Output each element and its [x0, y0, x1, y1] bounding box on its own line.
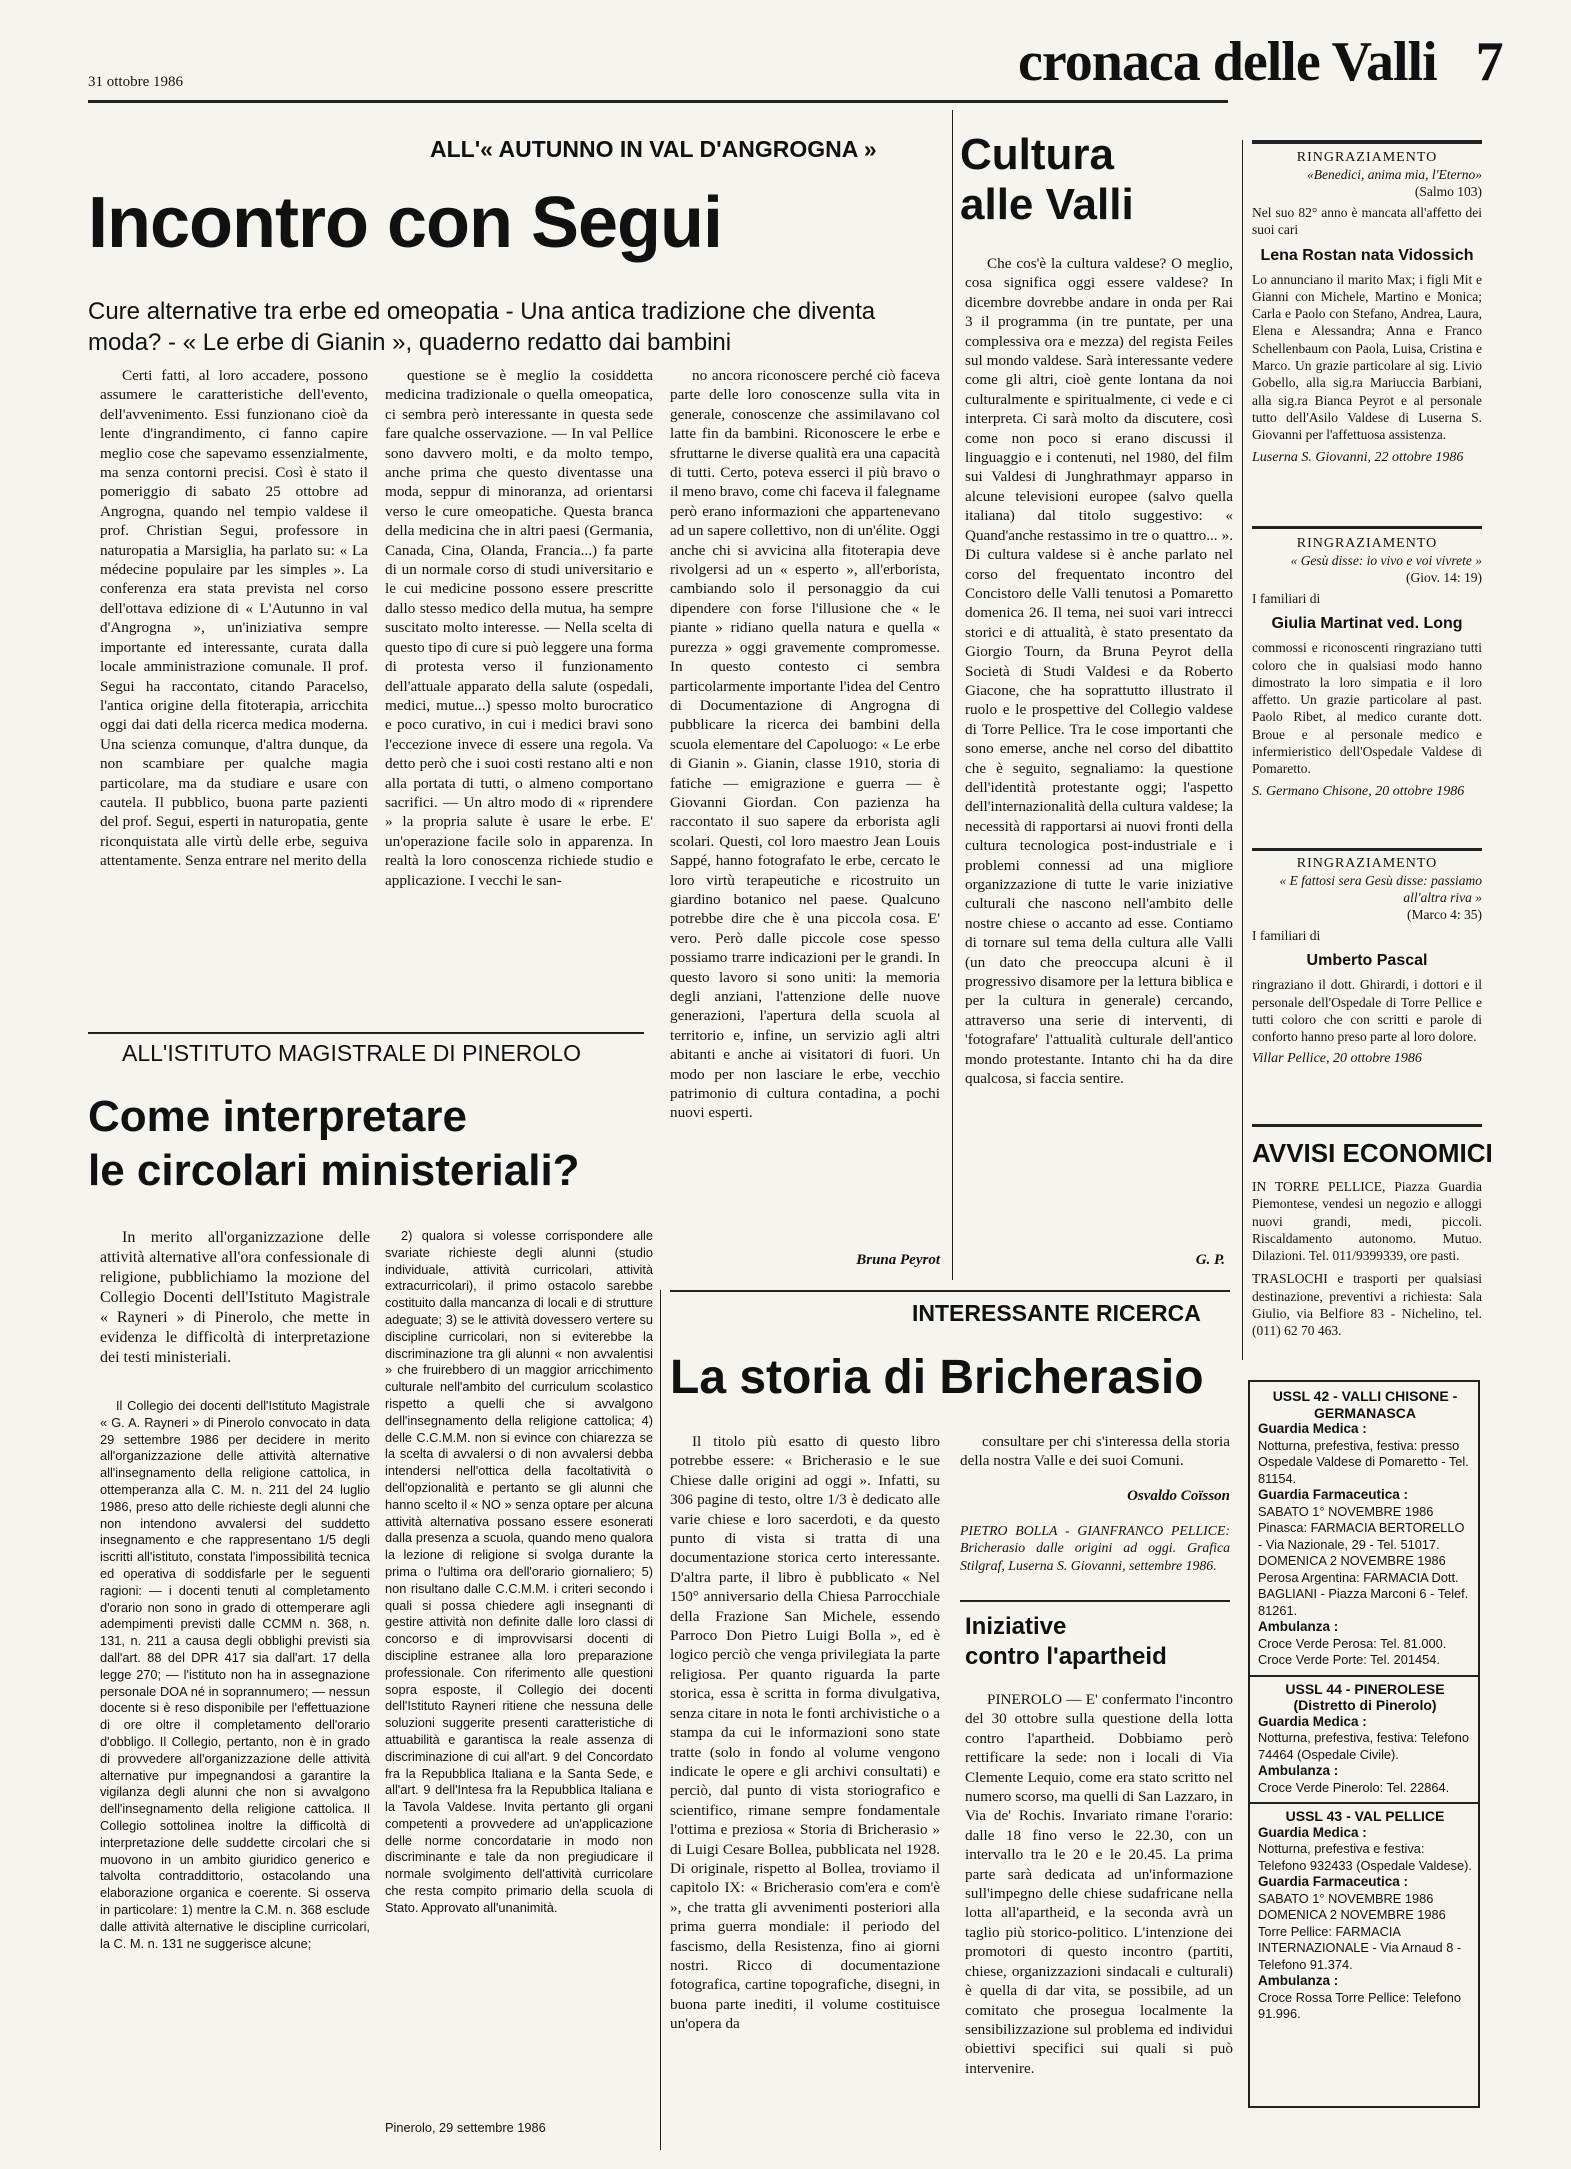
bricherasio-kicker: INTERESSANTE RICERCA [912, 1300, 1201, 1326]
ringraziamento-3 [1252, 856, 1482, 1067]
ringraziamento-1 [1252, 150, 1482, 466]
ringraziamento-ref: (Marco 4: 35) [1407, 907, 1482, 922]
ringraziamento-ref: (Salmo 103) [1414, 184, 1482, 199]
ringraziamento-title: RINGRAZIAMENTO [1296, 150, 1438, 165]
ussl-text: SABATO 1° NOVEMBRE 1986 DOMENICA 2 NOVEMBRE 1986 Torre Pellice: FARMACIA INTERNAZIONALE - Via Arnaud 8 - Telefono 91.374. [1258, 1890, 1462, 1972]
magistrale-title [88, 1090, 580, 1198]
ussl-label: Guardia Medica : [1258, 1421, 1367, 1436]
ringraziamento-quote: «Benedici, anima mia, l'Eterno» [1307, 167, 1482, 182]
ringraziamento-body: commossi e riconoscenti ringraziano tutti coloro che in qualsiasi modo hanno dimostrato la loro simpatia e il loro affetto. Un grazie particolare al past. Paolo Ribet, al medico curante dott. Broue e al personale medico e infermieristico dell'Ospedale Valdese di Pomaretto. [1252, 640, 1482, 777]
avvisi-title: AVVISI ECONOMICI [1252, 1138, 1493, 1168]
deceased-name: Lena Rostan nata Vidossich [1260, 246, 1474, 264]
ussl-heading: USSL 43 - VAL PELLICE [1285, 1808, 1445, 1824]
ussl-heading: USSL 42 - VALLI CHISONE - GERMANASCA [1272, 1388, 1458, 1421]
ussl-label: Ambulanza : [1258, 1763, 1339, 1778]
cultura-title [960, 130, 1134, 230]
bricherasio-column-1: Il titolo più esatto di questo libro potrebbe essere: « Bricherasio e le sue Chiese dalle origini ad oggi ». Infatti, su 306 pagine di testo, oltre 1/3 è dedicato alle varie chiese e loro sacerdoti, e da questo punto di vista si tratta di una documentazione storica certo interessante. D'altra parte, il libro è pubblicato « Nel 150° anniversario della Chiesa Parrocchiale della Frazione San Michele, essendo Parroco Don Pietro Luigi Bolla », ed è logico perciò che venga privilegiata la parte religiosa. Per quanto riguarda la parte storica, essa è scritta in forma divulgativa, senza citare in nota le fonti archivistiche o a stampa da cui le informazioni sono state tratte (solo in fondo al volume vengono indicate le opere e gli archivi consultati) e perciò, dal punto di vista storiografico e scientifico, rimane sempre fondamentale l'ottima e preziosa « Storia di Bricherasio » di Luigi Cesare Bollea, pubblicata nel 1928. Di originale, rispetto al Bollea, troviamo il capitolo IX: « Bricherasio com'era e com'è », che tratta gli avvenimenti posteriori alla prima guerra mondiale: il periodo del fascismo, della Resistenza, fino ai giorni nostri. Ricco di documentazione fotografica, cartine topografiche, disegni, in buona parte inediti, il volume costituisce un'opera da [670, 1433, 940, 2033]
avviso-item: IN TORRE PELLICE, Piazza Guardia Piemontese, vendesi un negozio e alloggi nuovi grandi, medi, piccoli. Riscaldamento autonomo. Mutuo. Dilazioni. Tel. 011/9399339, ore pasti. [1252, 1179, 1482, 1264]
segui-subtitle: Cure alternative tra erbe ed omeopatia - Una antica tradizione che diventa moda? - « Le erbe di Gianin », quaderno redatto dai bambini [88, 298, 876, 356]
ussl-label: Ambulanza : [1258, 1973, 1339, 1988]
ussl-label: Guardia Farmaceutica : [1258, 1874, 1409, 1889]
cultura-body: Che cos'è la cultura valdese? O meglio, cosa significa oggi essere valdese? In dicembre dovrebbe andare in onda per Rai 3 il programma (in tre puntate, per una complessiva ora e mezza) del regista Feiles sul mondo valdese. Sarà interessante vedere come gli altri, cioè gente lontana da noi culturalmente e spiritualmente, ci vede e ci interpreta. Ci sarà molto da discutere, così come non poco si erano discussi il linguaggio e i contenuti, nel 1980, del film sui Valdesi di Junghrathmayr apparso in alcune televisioni europee (salvo quella italiana) dal titolo suggestivo: « Quand'anche restassimo in tre o quattro... ». Di cultura valdese si è anche parlato nel corso del frequentato incontro del Concistoro delle Valli tenutosi a Pomaretto domenica 26. Il tema, nei suoi vari intrecci storici e di attualità, è stato presentato da Giorgio Tourn, da Bruna Peyrot della Società di Studi Valdesi e da Roberto Giacone, che ha soprattutto illustrato il ruolo e le prospettive del Collegio valdese di Torre Pellice. Tra le cose importanti che sono emerse, anche nel corso del dibattito che è seguito, segnaliamo: la questione dell'identità protestante oggi; l'aspetto dell'internazionalità della cultura valdese; la necessità di rapportarsi ai nuovi fronti della cultura tecnologica post-industriale e i problemi connessi ad una migliore organizzazione di tutte le varie iniziative culturali che nascono nell'ambito delle nostre chiese o accanto ad esse. Contiamo di tornare sul tema della cultura alle Valli (un dato che preoccupa alcuni è il progressivo disamore per la lettura biblica e per la cultura in generale) cercando, attraverso una serie di interventi, di 'fotografare' l'attualità culturale dell'antico mondo protestante. Intanto chi ha da dire qualcosa, si faccia sentire. [965, 255, 1233, 1088]
column-rule [1242, 140, 1243, 1360]
magistrale-rule [88, 1032, 644, 1034]
ringraziamento-ref: (Giov. 14: 19) [1406, 570, 1482, 585]
ussl-block [1258, 1681, 1472, 1797]
ussl-box [1248, 1380, 1480, 2108]
segui-column-2: questione se è meglio la cosiddetta medicina tradizionale o quella omeopatica, ci sembra però interessante in questa sede fare qualche osservazione. — In val Pellice sono davvero molti, e da molto tempo, anche prima che questo diventasse una moda, seppur di minoranza, ad orientarsi verso le cure omeopatiche. Questa branca della medicina che in altri paesi (Germania, Canada, Cina, Olanda, Francia...) fa parte di un normale corso di studi universitario e le cui medicine possono essere prescritte dallo stesso medico della mutua, ha sempre suscitato molto interesse. — Nella scelta di questo tipo di cure si può leggere una forma di protesta verso il funzionamento dell'attuale apparato della salute (ospedali, medici, mutue...) spesso molto burocratico e poco curativo, in cui i medici bravi sono l'eccezione invece di essere una regola. Va detto però che i suoi costi restano alti e non alla portata di tutti, o almeno comportano sacrifici. — Un altro modo di « riprendere » la propria salute è usare le erbe. E' un'operazione facile solo in apparenza. In realtà la loro conoscenza richiede studio e applicazione. I vecchi le san- [385, 367, 653, 889]
issue-date: 31 ottobre 1986 [88, 74, 183, 90]
ringraziamento-2 [1252, 536, 1482, 800]
page-number: 7 [1475, 31, 1503, 93]
magistrale-column-1: Il Collegio dei docenti dell'Istituto Magistrale « G. A. Rayneri » di Pinerolo convocato in data 29 settembre 1986 per decidere in merito all'organizzazione delle attività alternative all'insegnamento della religione cattolica, in ottemperanza alla C. M. n. 211 del 24 luglio 1986, preso atto delle richieste degli alunni che non intendono avvalersi del suddetto insegnamento e che rappresentano 1/5 degli iscritti all'istituto, constata l'impossibilità tecnica ed operativa di soddisfarle per le seguenti ragioni: — i docenti tenuti al completamento d'orario non sono in grado di ottemperare agli adempimenti previsti dalle CCMM n. 368, n. 131, n. 211 a causa degli obblighi previsti sia dall'art. 88 del DPR 417 sia dall'art. 17 della legge 270; — l'istituto non ha in assegnazione personale DOA né in soprannumero; — nessun docente si è reso disponibile per l'effettuazione di ore oltre il completamento dell'orario d'obbligo. Il Collegio, pertanto, non è in grado di provvedere all'organizzazione delle attività alternative pur impegnandosi a garantire la vigilanza degli alunni che non si avvalgono dell'insegnamento della religione cattolica. Il Collegio sottolinea inoltre la difficoltà di interpretazione delle suddette circolari che si muovono in un ambito giuridico generico e talvolta contraddittorio, ostacolando una elaborazione organica e coerente. Si osserva in particolare: 1) mentre la C.M. n. 368 esclude dalle attività alternative le discipline curricolari, la C. M. n. 131 ne suggerisce alcune; [100, 1398, 370, 1951]
ussl-text: Notturna, prefestiva, festiva: Telefono 74464 (Ospedale Civile). [1258, 1730, 1470, 1762]
avvisi-rule [1252, 1124, 1482, 1127]
ussl-text: Notturna, prefestiva, festiva: presso Ospedale Valdese di Pomaretto - Tel. 81154. [1258, 1437, 1469, 1486]
cultura-title-line-2: alle Valli [960, 180, 1134, 229]
column-rule [952, 110, 953, 1280]
masthead-title: cronaca delle Valli [1018, 31, 1437, 93]
ussl-text: Notturna, prefestiva e festiva: Telefono 932433 (Ospedale Valdese). [1258, 1841, 1472, 1873]
ringraziamento-title: RINGRAZIAMENTO [1296, 536, 1438, 551]
ringraziamento-body: ringraziano il dott. Ghirardi, i dottori e il personale dell'Ospedale di Torre Pellice e tutti coloro che con scritti e parole di conforto hanno preso parte al loro dolore. [1252, 977, 1482, 1045]
ussl-label: Guardia Medica : [1258, 1824, 1367, 1840]
ussl-block [1258, 1388, 1472, 1669]
ringraziamento-place: S. Germano Chisone, 20 ottobre 1986 [1252, 783, 1465, 799]
apartheid-title [965, 1612, 1167, 1672]
deceased-name: Giulia Martinat ved. Long [1271, 615, 1463, 633]
ussl-text: Croce Rossa Torre Pellice: Telefono 91.996. [1258, 1989, 1461, 2021]
magistrale-title-line-1: Come interpretare [88, 1092, 468, 1141]
ussl-text: Croce Verde Perosa: Tel. 81.000. Croce Verde Porte: Tel. 201454. [1258, 1635, 1447, 1667]
ussl-text: Croce Verde Pinerolo: Tel. 22864. [1258, 1779, 1450, 1795]
ringraziamento-quote: « Gesù disse: io vivo e voi vivrete » [1290, 553, 1482, 568]
rail-rule-3 [1252, 848, 1482, 851]
apartheid-body: PINEROLO — E' confermato l'incontro del 30 ottobre sulla questione della lotta contro l'apartheid. Dobbiamo però rettificare la sede: non i locali di Via Clemente Lequio, come era stato scritto nel numero scorso, ma quelli di San Lazzaro, in Via de' Rochis. Invariato rimane l'orario: dalle 18 fino verso le 22.30, con un intervallo tra le 20 e le 20.45. La prima parte sarà dedicata ad un'informazione sull'impegno delle chiese sudafricane nella lotta all'apartheid, e la seconda avrà un taglio più storico-politico. L'intenzione dei promotori di questo incontro (partiti, chiese, organizzazioni sindacali e culturali) è quella di dar vita, se possibile, ad un comitato che prosegua localmente la sensibilizzazione sul problema ed individui obiettivi specifici sui quali si può intervenire. [965, 1691, 1233, 2077]
deceased-name: Umberto Pascal [1306, 952, 1428, 970]
ringraziamento-title: RINGRAZIAMENTO [1296, 856, 1438, 871]
segui-column-1: Certi fatti, al loro accadere, possono assumere le caratteristiche dell'evento, dell'avvenimento. Essi funzionano cioè da lente d'ingrandimento, ci fanno capire meglio cose che sapevamo essenzialmente, ma senza contorni precisi. Così è stato il pomeriggio di sabato 25 ottobre ad Angrogna, quando nel tempio valdese il prof. Christian Segui, professore in naturopatia a Marsiglia, ha parlato su: « La médecine populaire par les simples ». La conferenza era stata prevista nel corso dell'ottava edizione di « L'Autunno in val d'Angrogna », un'iniziativa sempre importante ed interessante, curata dalla locale amministrazione comunale. Il prof. Segui ha raccontato, citando Paracelso, l'antica origine della fitoterapia, arricchita oggi dai dati della ricerca medica moderna. Una scienza comunque, d'altra dunque, da non scambiare per qualche magia particolare, ma da studiare e usare con cautela. Il pubblico, buona parte pazienti del prof. Segui, esperti in naturopatia, gente riconquistata alle virtù delle erbe, seguiva attentamente. Senza entrare nel merito della [100, 367, 368, 870]
ringraziamento-intro: Nel suo 82° anno è mancata all'affetto dei suoi cari [1252, 205, 1482, 238]
ringraziamento-quote: « E fattosi sera Gesù disse: passiamo all'altra riva » [1279, 873, 1482, 905]
segui-title: Incontro con Segui [88, 183, 723, 263]
ussl-heading: USSL 44 - PINEROLESE (Distretto di Pinerolo) [1285, 1680, 1445, 1713]
bricherasio-biblio: PIETRO BOLLA - GIANFRANCO PELLICE: Bricherasio dalle origini ad oggi. Grafica Stilgraf, Luserna S. Giovanni, settembre 1986. [960, 1523, 1230, 1573]
ussl-text: SABATO 1° NOVEMBRE 1986 Pinasca: FARMACIA BERTORELLO - Via Nazionale, 29 - Tel. 51017. DOMENICA 2 NOVEMBRE 1986 Perosa Argentina: FARMACIA Dott. BAGLIANI - Piazza Marconi 6 - Telef. 81261. [1258, 1503, 1469, 1618]
magistrale-intro: In merito all'organizzazione delle attività alternative all'ora confessionale di religione, pubblichiamo la mozione del Collegio Docenti dell'Istituto Magistrale « Rayneri » di Pinerolo, che mette in evidenza le difficoltà di interpretazione dei testi ministeriali. [100, 1229, 370, 1366]
segui-signature: Bruna Peyrot [856, 1252, 940, 1268]
apartheid-title-line-1: Iniziative [965, 1613, 1067, 1640]
apartheid-rule [960, 1600, 1230, 1602]
ringraziamento-intro: I familiari di [1252, 591, 1321, 606]
ringraziamento-intro: I familiari di [1252, 928, 1321, 943]
cultura-title-line-1: Cultura [960, 130, 1114, 179]
ussl-label: Guardia Medica : [1258, 1713, 1367, 1729]
avviso-item: TRASLOCHI e trasporti per qualsiasi destinazione, preventivi a richiesta: Sala Giulio, via Belfiore 83 - Nichelino, tel. (011) 62 70 463. [1252, 1271, 1482, 1339]
segui-column-3: no ancora riconoscere perché ciò faceva parte delle loro conoscenze sulla vita in generale, conoscenze che assimilavano col latte fin da bambini. Riconoscere le erbe e sfruttarne le diverse qualità era una capacità di tutti. Certo, poteva esserci il più bravo o il meno bravo, come chi faceva il falegname però erano informazioni che appartenevano ad un sapere collettivo, non di un'élite. Oggi anche chi si avvicina alla fitoterapia deve rivolgersi ad un « esperto », all'erborista, cambiando solo il personaggio da cui dipendere con forse l'illusione che « le piante » ridiano quella natura e quella « purezza » oggi gravemente compromesse. In questo contesto ci sembra particolarmente importante l'idea del Centro di Documentazione di Angrogna di pubblicare la ricerca dei bambini della scuola elementare del Capoluogo: « Le erbe di Gianin ». Gianin, classe 1910, storia di fatiche — emigrazione e guerra — è Giovanni Giordan. Con pazienza ha raccontato il suo sapere da erborista agli scolari. Questi, col loro maestro Jean Louis Sappé, hanno fotografato le erbe, cercato le loro virtù terapeutiche e ricostruito un giardino botanico nel paese. Qualcuno potrebbe dire che è una piccola cosa. E' vero. Però dalle piccole cose spesso possiamo trarre indicazioni per le grandi. In questo lavoro si sono uniti: la memoria degli anziani, l'attenzione delle nuove generazioni, l'apertura della scuola al territorio e, infine, un servizio agli altri abitanti e anche ai visitatori di fuori. Un modo per non lasciare le erbe, vecchio patrimonio di cultura contadina, a pochi nuovi esperti. [670, 367, 940, 1122]
ringraziamento-place: Luserna S. Giovanni, 22 ottobre 1986 [1252, 449, 1464, 465]
ussl-label: Guardia Farmaceutica : [1258, 1487, 1409, 1502]
ringraziamento-place: Villar Pellice, 20 ottobre 1986 [1252, 1051, 1422, 1067]
magistrale-kicker: ALL'ISTITUTO MAGISTRALE DI PINEROLO [122, 1040, 581, 1066]
ussl-block [1258, 1808, 1472, 2023]
ussl-label: Ambulanza : [1258, 1619, 1339, 1634]
magistrale-column-2: 2) qualora si volesse corrispondere alle svariate richieste degli alunni (studio individuale, attività curricolari, attività extracurricolari), il primo ostacolo sarebbe costituito dalla mancanza di locali e di strutture adeguate; 3) se le attività dovessero vertere su discipline curricolari, non si eviterebbe la discriminazione tra gli alunni « non avvalentisi » che fruirebbero di un maggior arricchimento culturale nell'ambito del curriculum scolastico rispetto a quelli che si avvalgono dell'insegnamento della religione cattolica; 4) delle C.C.M.M. non si evince con chiarezza se la scelta di avvalersi o di non avvalersi debba intendersi nell'ottica della facoltatività o dell'opzionalità e pertanto se gli alunni che hanno scelto il « NO » senza optare per alcuna attività alternativa possano essere esonerati dalla presenza a scuola, quando meno qualora la lezione di religione si svolga durante la prima o l'ultima ora dell'orario giornaliero; 5) non risultano dalle C.C.M.M. i criteri secondo i quali si possa chiedere agli insegnanti di gestire attività non definite dalle loro classi di concorso e di improvvisarsi docenti di discipline estranee alla loro preparazione professionale. Con riferimento alle questioni sopra esposte, il Collegio dei docenti dell'Istituto Rayneri ritiene che nessuna delle soluzioni suggerite presenti caratteristiche di attuabilità e garantisca la reale assenza di discriminazione di cui all'art. 9 del Concordato fra la Repubblica Italiana e la Santa Sede, e all'art. 9 dell'Intesa fra la Repubblica Italiana e la Tavola Valdese. Invita pertanto gli organi competenti a provvedere ad un'applicazione delle norme concordatarie in modo non discriminante e tale da non pregiudicare il normale svolgimento dell'attività curricolare che resta compito primario della scuola di Stato. Approvato all'unanimità. [385, 1228, 653, 1915]
apartheid-title-line-2: contro l'apartheid [965, 1643, 1167, 1670]
bricherasio-signature: Osvaldo Coïsson [1127, 1488, 1230, 1504]
bricherasio-rule [670, 1290, 1230, 1292]
avvisi-list [1252, 1178, 1482, 1340]
segui-kicker: ALL'« AUTUNNO IN VAL D'ANGROGNA » [430, 136, 877, 162]
masthead [1018, 30, 1503, 94]
header-rule [88, 100, 1228, 103]
bricherasio-column-2: consultare per chi s'interessa della storia della nostra Valle e dei suoi Comuni. [960, 1433, 1230, 1470]
ussl-divider [1250, 1802, 1478, 1804]
cultura-signature: G. P. [1195, 1252, 1225, 1268]
bricherasio-title: La storia di Bricherasio [670, 1351, 1204, 1404]
ussl-divider [1250, 1675, 1478, 1677]
magistrale-title-line-2: le circolari ministeriali? [88, 1146, 580, 1195]
rail-rule-top [1252, 140, 1482, 144]
ringraziamento-body: Lo annunciano il marito Max; i figli Mit e Gianni con Michele, Martino e Monica; Carla e Paolo con Stefano, Andrea, Laura, Elena e Alessandra; Anna e Franco Schellenbaum con Paola, Luisa, Cristina e Marco. Un grazie particolare al sig. Livio Gobello, alla sig.ra Mariuccia Barbiani, alla sig.ra Bianca Peyrot e al personale tutto dell'Asilo Valdese di Luserna S. Giovanni per l'affettuosa assistenza. [1252, 271, 1482, 443]
rail-rule-2 [1252, 526, 1482, 529]
column-rule [660, 1290, 661, 2150]
magistrale-place: Pinerolo, 29 settembre 1986 [385, 2120, 546, 2135]
